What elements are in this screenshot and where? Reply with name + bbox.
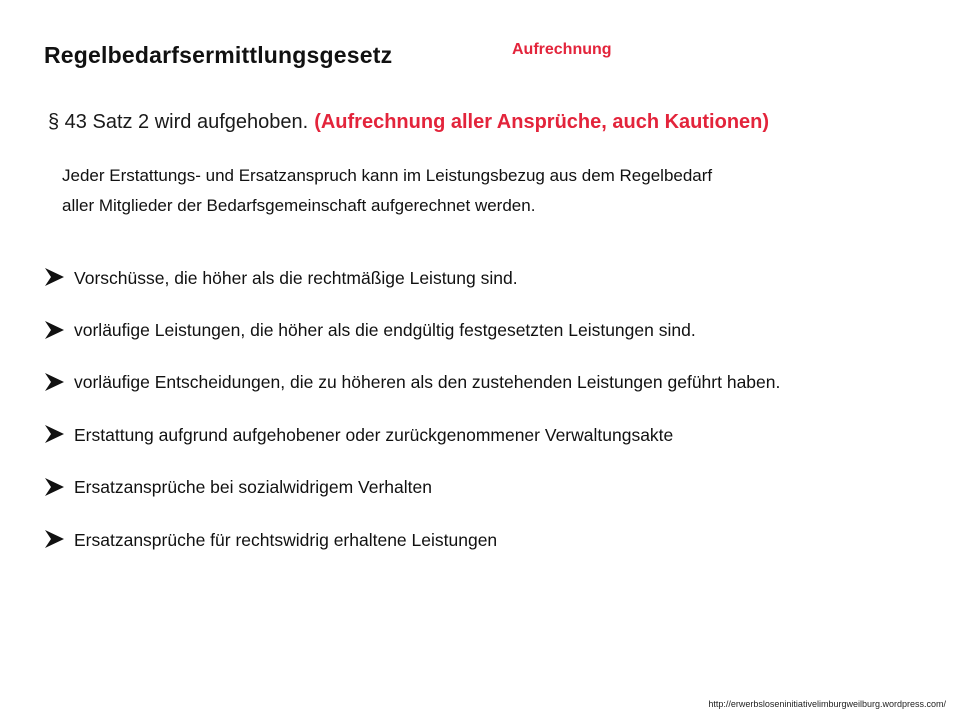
arrow-bullet-icon <box>42 319 66 343</box>
arrow-bullet-icon <box>42 528 66 552</box>
list-item <box>42 357 947 409</box>
description-line: aller Mitglieder der Bedarfsgemeinschaft aufgerechnet werden. <box>62 196 536 215</box>
arrow-bullet-icon <box>42 371 66 395</box>
list-item-text: vorläufige Leistungen, die höher als die endgültig festgesetzten Leistungen sind. <box>74 320 696 341</box>
list-item-text: Vorschüsse, die höher als die rechtmäßige Leistung sind. <box>74 267 518 288</box>
slide-title: Regelbedarfsermittlungsgesetz <box>44 42 393 68</box>
arrow-bullet-icon <box>42 476 66 500</box>
bullet-list <box>42 252 947 566</box>
description-line: Jeder Erstattungs- und Ersatzanspruch kann im Leistungsbezug aus dem Regelbedarf <box>62 166 713 185</box>
arrow-bullet-icon <box>42 423 66 447</box>
topic-label: Aufrechnung <box>512 41 612 58</box>
paragraph-note: (Aufrechnung aller Ansprüche, auch Kautionen) <box>314 111 770 133</box>
list-item-text: Erstattung aufgrund aufgehobener oder zurückgenommener Verwaltungsakte <box>74 424 674 445</box>
list-item-text: Ersatzansprüche bei sozialwidrigem Verhalten <box>74 477 432 498</box>
list-item <box>42 252 947 304</box>
list-item <box>42 409 947 461</box>
list-item-text: Ersatzansprüche für rechtswidrig erhaltene Leistungen <box>74 529 498 550</box>
description <box>62 161 922 221</box>
paragraph-line <box>48 111 769 134</box>
list-item-text: vorläufige Entscheidungen, die zu höheren als den zustehenden Leistungen geführt haben. <box>74 372 781 393</box>
paragraph-text: § 43 Satz 2 wird aufgehoben. <box>48 111 309 133</box>
list-item <box>42 304 947 356</box>
list-item <box>42 462 947 514</box>
arrow-bullet-icon <box>42 266 66 290</box>
list-item <box>42 514 947 566</box>
footer-url[interactable]: http://erwerbsloseninitiativelimburgweilburg.wordpress.com/ <box>708 699 946 709</box>
